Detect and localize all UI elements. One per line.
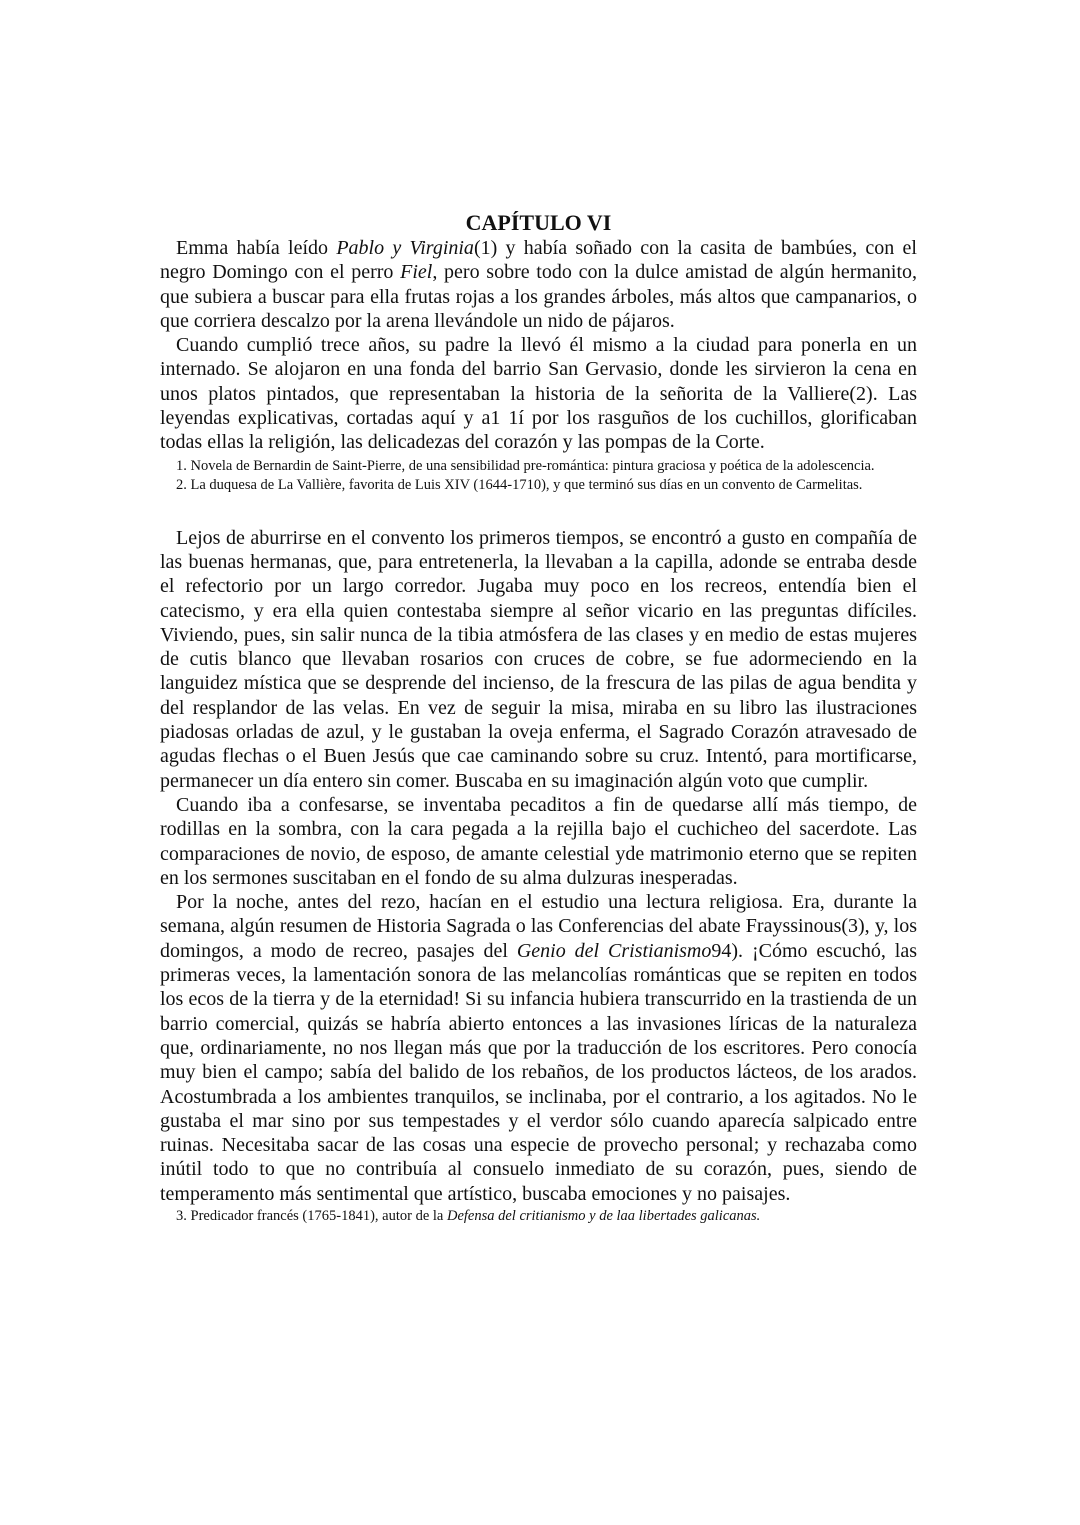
book-title: Genio del Cristianismo: [516, 939, 712, 962]
footnote-2: 2. La duquesa de La Vallière, favorita de Luis XIV (1644-1710), y que terminó sus días en un convento de Carmelitas.: [176, 477, 863, 494]
paragraph: Cuando iba a confesarse, se inventaba pecaditos a fin de quedarse allí más tiempo, de rodillas en la sombra, con la cara pegada a la rejilla bajo el cuchicheo del sacerdote. Las comparaciones de novio, de esposo, de amante celestial yde matrimonio eterno que se repiten en los sermones suscitaban en el fondo de su alma dulzuras inesperadas.: [160, 793, 917, 889]
paragraph: Cuando cumplió trece años, su padre la llevó él mismo a la ciudad para ponerla en un internado. Se alojaron en una fonda del barrio San Gervasio, donde les sirvieron la cena en unos platos pintados, que representaban la historia de la señorita de la Valliere(2). Las leyendas explicativas, cortadas aquí y a1 1í por los rasguños de los cuchillos, glorificaban todas ellas la religión, las delicadezas del corazón y las pompas de la Corte.: [160, 334, 917, 454]
paragraph-text: (1) y había soñado con la casita de bambúes, con el negro Domingo con el perro: [160, 237, 917, 284]
footnote-1: 1. Novela de Bernardin de Saint-Pierre, de una sensibilidad pre-romántica: pintura graciosa y poética de la adolescencia.: [176, 457, 875, 474]
footnote-text: 3. Predicador francés (1765-1841), autor de la: [176, 1207, 447, 1224]
footnotes: [160, 1207, 917, 1227]
chapter-title: CAPÍTULO VI: [465, 210, 612, 235]
book-title: Pablo y Virginia: [336, 237, 474, 259]
document-page: [160, 210, 917, 1226]
footnotes: [160, 457, 917, 496]
paragraph-text: , pero sobre todo con la dulce amistad de algún hermanito, que subiera a buscar para ella frutas rojas a los grandes árboles, más altos que campanarios, o que corriera descalzo por la arena llevándole un nido de pájaros.: [160, 261, 918, 332]
section-spacer: [160, 496, 917, 526]
paragraph: [160, 890, 917, 1206]
paragraph-text: 94). ¡Cómo escuchó, las primeras veces, la lamentación sonora de las melancolías románticas que se repiten en todos los ecos de la tierra y de la eternidad! Si su infancia hubiera transcurrido en la trastienda de un barrio comercial, quizás se habría abierto entonces a las invasiones líricas de la naturaleza que, ordinariamente, no nos llegan más que por la traducción de los escritores. Pero conocía muy bien el campo; sabía del balido de los rebaños, de los productos lácteos, de los arados. Acostumbrada a los ambientes tranquilos, se inclinaba, por el contrario, a los agitados. No le gustaba el mar sino por sus tempestades y el verdor sólo cuando aparecía salpicado entre ruinas. Necesitaba sacar de las cosas una especie de provecho personal; y rechazaba como inútil todo to que no contribuía al consuelo inmediato de su corazón, pues, siendo de temperamento más sentimental que artístico, buscaba emociones y no paisajes.: [160, 939, 917, 1205]
dog-name: Fiel: [400, 261, 433, 284]
paragraph: [160, 236, 917, 333]
footnote-3: [160, 1207, 917, 1227]
paragraph-text: Por la noche, antes del rezo, hacían en el estudio una lectura religiosa. Era, durante la semana, algún resumen de Historia Sagrada o las Conferencias del abate Frayssinous(3), y, los domingos, a modo de recreo, pasajes del: [160, 891, 917, 962]
paragraph-text: Emma había leído: [176, 237, 337, 259]
paragraph: Lejos de aburrirse en el convento los primeros tiempos, se encontró a gusto en compañía de las buenas hermanas, que, para entretenerla, la llevaban a la capilla, adonde se entraba desde el refectorio por un largo corredor. Jugaba muy poco en los recreos, entendía bien el catecismo, y era ella quien contestaba siempre al señor vicario en las preguntas difíciles. Viviendo, pues, sin salir nunca de la tibia atmósfera de las clases y en medio de estas mujeres de cutis blanco que llevaban rosarios con cruces de cobre, se fue adormeciendo en la languidez mística que se desprende del incienso, de la frescura de las pilas de agua bendita y del resplandor de las velas. En vez de seguir la misa, miraba en su libro las ilustraciones piadosas orladas de azul, y le gustaban la oveja enferma, el Sagrado Corazón atravesado de agudas flechas o el Buen Jesús que cae caminando sobre su cruz. Intentó, para mortificarse, permanecer un día entero sin comer. Buscaba en su imaginación algún voto que cumplir.: [160, 526, 917, 792]
book-title: Defensa del critianismo y de laa libertades galicanas.: [446, 1207, 761, 1224]
